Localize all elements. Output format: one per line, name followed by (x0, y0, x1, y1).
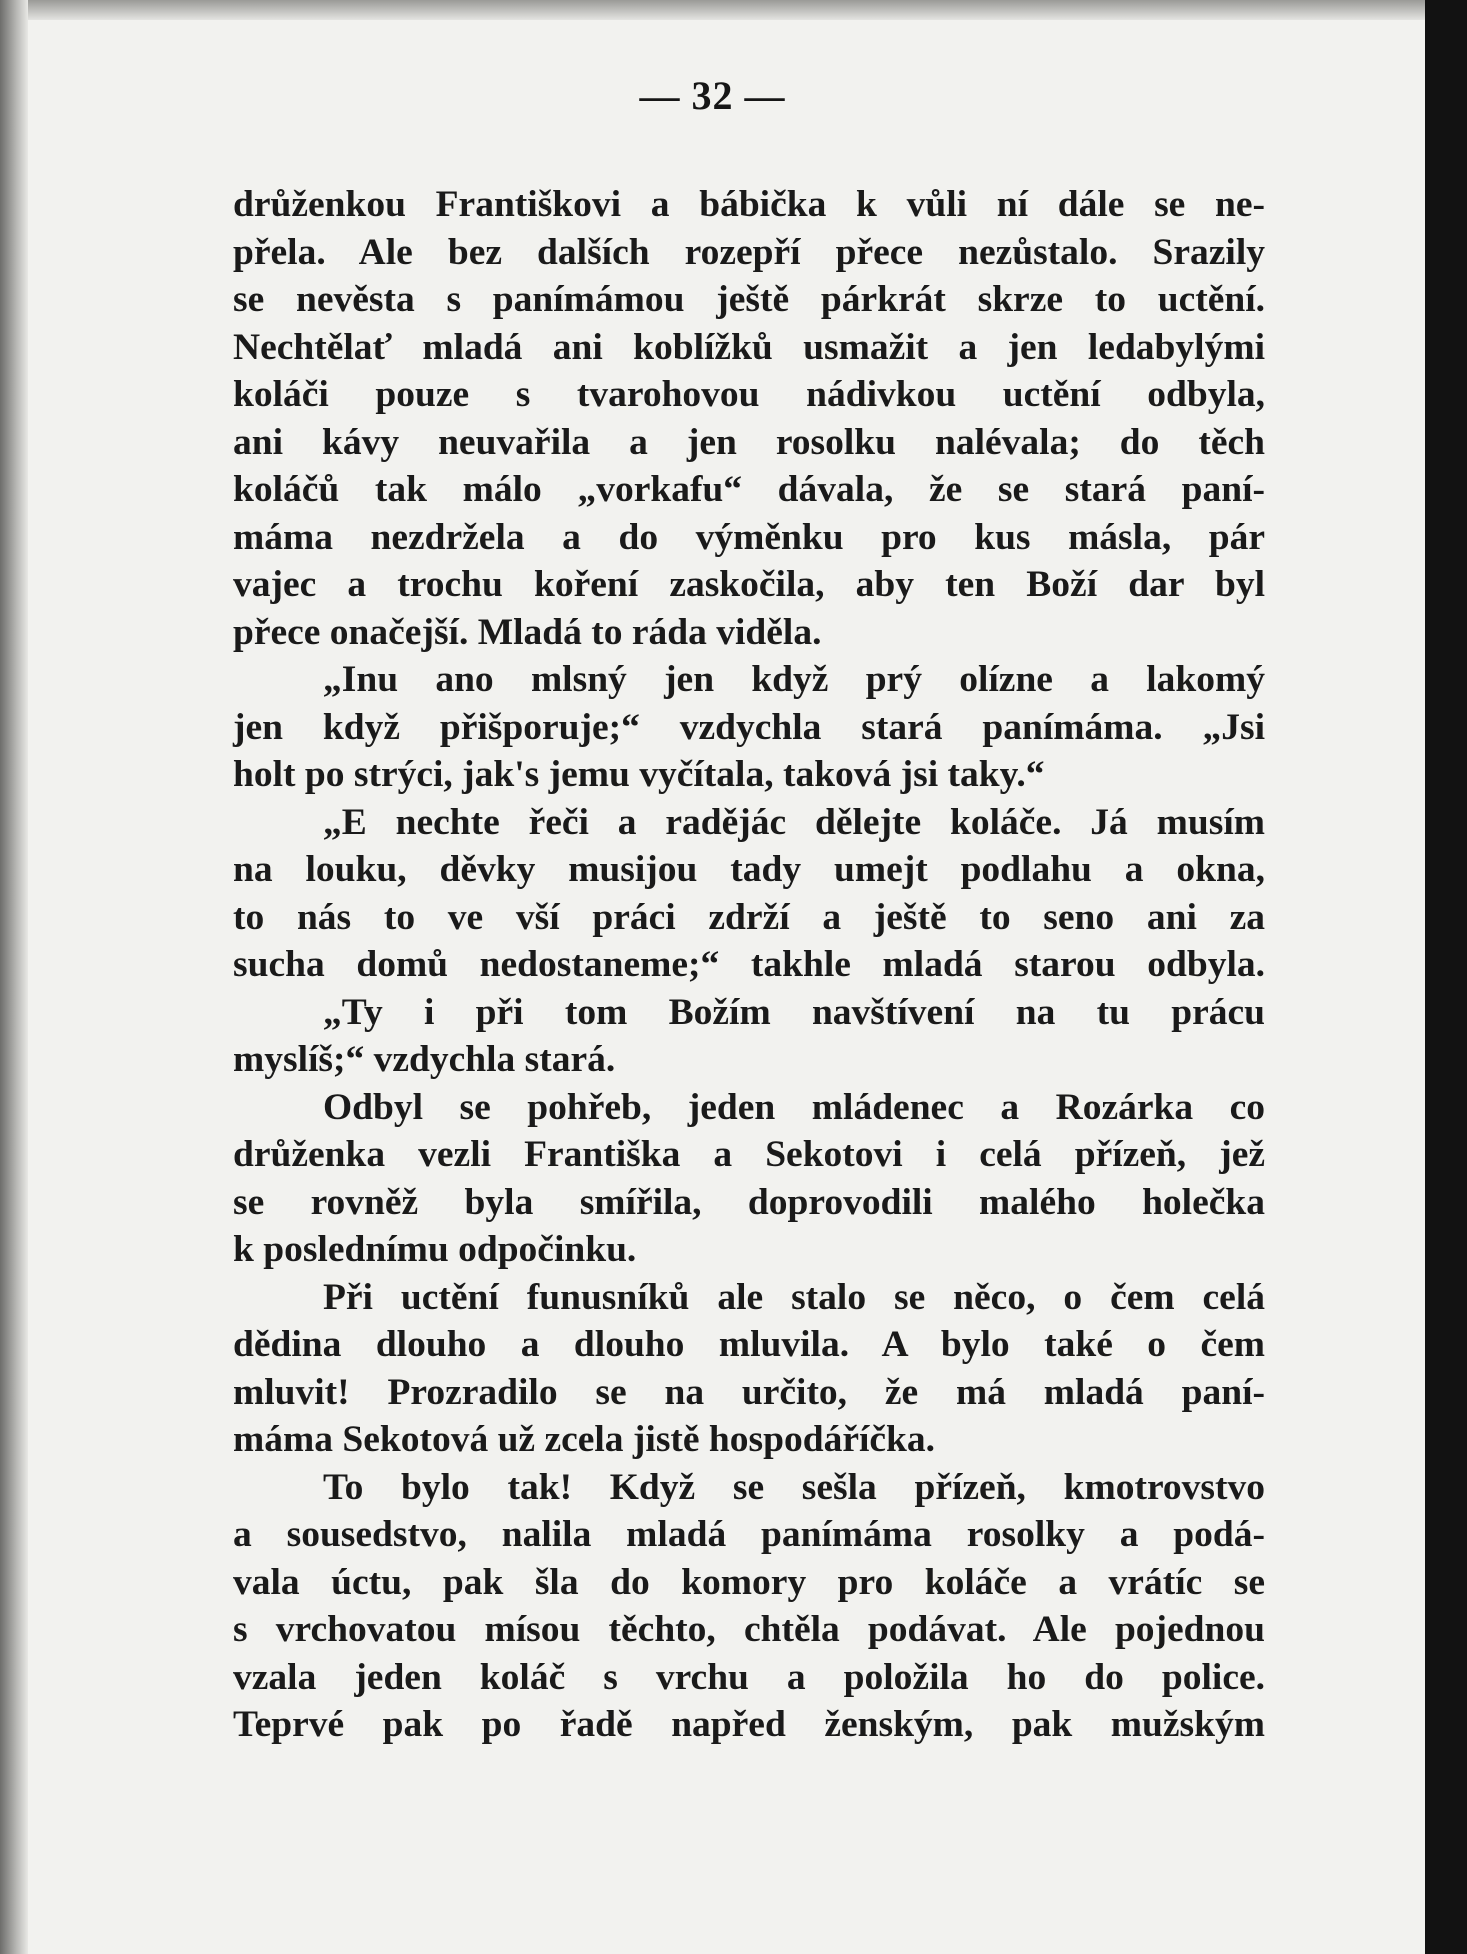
text-line: mluvit! Prozradilo se na určito, že má mladá paní- (233, 1371, 1265, 1413)
text-line: koláčů tak málo „vorkafu“ dávala, že se stará paní- (233, 469, 1265, 510)
page-left-edge (0, 0, 28, 1954)
text-line: máma Sekotová už zcela jistě hospodáříčka. (233, 1419, 936, 1460)
text-line: přece onačejší. Mladá to ráda viděla. (233, 611, 822, 653)
text-line: vala úctu, pak šla do komory pro koláče a vrátíc se (233, 1561, 1265, 1603)
text-line: máma nezdržela a do výměnku pro kus másla, pár (233, 516, 1265, 558)
body-text (233, 181, 1265, 1749)
text-line: „Ty i při tom Božím navštívení na tu prácu (323, 991, 1265, 1033)
text-line: se rovněž byla smířila, doprovodili malého holečka (233, 1181, 1265, 1223)
binding-shadow (1425, 0, 1467, 1954)
text-line: přela. Ale bez dalších rozepří přece nezůstalo. Srazily (233, 231, 1265, 273)
text-line: Odbyl se pohřeb, jeden mládenec a Rozárka co (323, 1086, 1265, 1128)
text-line: a sousedstvo, nalila mladá panímáma rosolky a podá- (233, 1514, 1265, 1555)
page-number: — 32 — (639, 73, 786, 118)
text-line: „Inu ano mlsný jen když prý olízne a lakomý (323, 659, 1265, 700)
text-line: vzala jeden koláč s vrchu a položila ho do police. (233, 1656, 1265, 1698)
text-line: To bylo tak! Když se sešla přízeň, kmotrovstvo (323, 1466, 1265, 1508)
text-line: Při uctění funusníků ale stalo se něco, o čem celá (323, 1276, 1265, 1318)
text-line: Nechtělať mladá ani koblížků usmažit a jen ledabylými (233, 326, 1265, 368)
text-line: vajec a trochu koření zaskočila, aby ten Boží dar byl (233, 564, 1265, 605)
text-line: na louku, děvky musijou tady umejt podlahu a okna, (233, 849, 1265, 890)
text-line: holt po strýci, jak's jemu vyčítala, taková jsi taky.“ (233, 754, 1045, 795)
text-line: se nevěsta s panímámou ještě párkrát skrze to uctění. (233, 279, 1265, 320)
text-line: Teprvé pak po řadě napřed ženským, pak mužským (233, 1704, 1265, 1745)
text-line: myslíš;“ vzdychla stará. (233, 1039, 616, 1080)
text-line: dědina dlouho a dlouho mluvila. A bylo také o čem (233, 1324, 1265, 1365)
text-line: „E nechte řeči a radějác dělejte koláče. Já musím (323, 801, 1265, 843)
text-line: s vrchovatou mísou těchto, chtěla podávat. Ale pojednou (233, 1609, 1265, 1650)
text-line: k poslednímu odpočinku. (233, 1229, 637, 1270)
text-line: koláči pouze s tvarohovou nádivkou uctění odbyla, (233, 374, 1265, 415)
text-line: ani kávy neuvařila a jen rosolku nalévala; do těch (233, 421, 1265, 463)
page-top-edge (0, 0, 1425, 20)
text-line: to nás to ve vší práci zdrží a ještě to seno ani za (233, 896, 1265, 938)
text-line: drůženkou Františkovi a bábička k vůli ní dále se ne- (233, 184, 1265, 225)
text-line: drůženka vezli Františka a Sekotovi i celá přízeň, jež (233, 1134, 1265, 1175)
text-line: sucha domů nedostaneme;“ takhle mladá starou odbyla. (233, 944, 1265, 985)
text-line: jen když přišporuje;“ vzdychla stará panímáma. „Jsi (233, 706, 1265, 748)
